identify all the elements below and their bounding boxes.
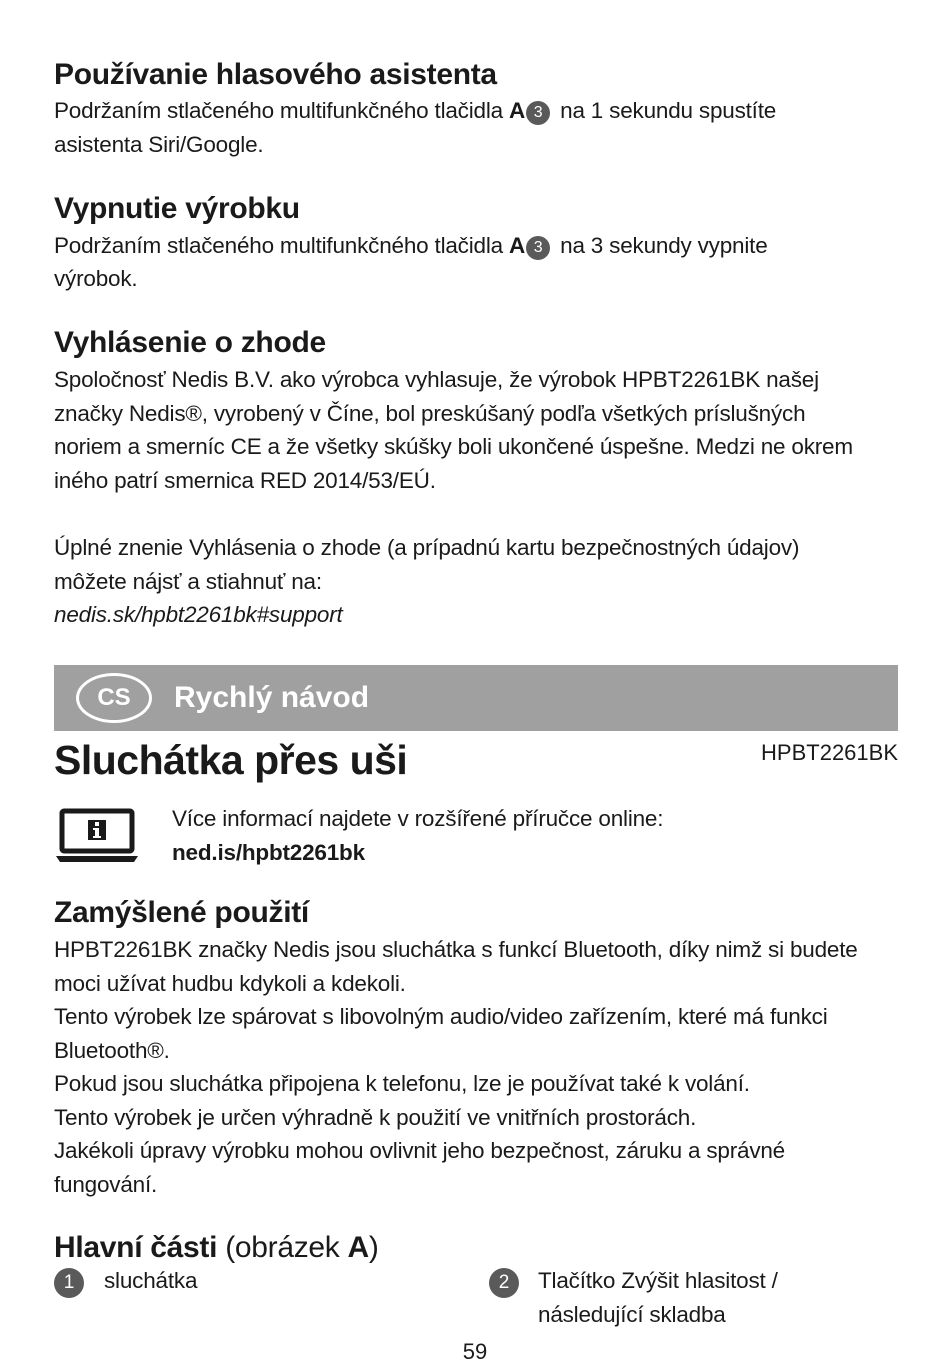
conformity-heading: Vyhlásenie o zhode [54,326,326,359]
part-label-line: následující skladba [538,1301,726,1327]
main-parts-heading-close: ) [368,1231,379,1264]
conformity-line: značky Nedis®, vyrobený v Číne, bol preskúšaný podľa všetkých príslušných [54,400,806,426]
intended-use-line: HPBT2261BK značky Nedis jsou sluchátka s funkcí Bluetooth, díky nimž si budete [54,937,858,962]
voice-assistant-text-line2: asistenta Siri/Google. [54,132,264,157]
intended-use-line: Tento výrobek lze spárovat s libovolným audio/video zařízením, které má funkci [54,1004,828,1029]
part-label [538,1264,778,1331]
voice-text-before: Podržaním stlačeného multifunkčného tlačidla [54,98,510,123]
intended-use-line: Jakékoli úpravy výrobku mohou ovlivnit jeho bezpečnost, záruku a správné [54,1138,786,1163]
voice-assistant-heading: Používanie hlasového asistenta [54,58,497,91]
online-manual-link[interactable]: ned.is/hpbt2261bk [172,839,365,865]
banner-title: Rychlý návod [174,681,370,714]
intended-use-line: fungování. [54,1171,158,1197]
part-number-badge: 1 [54,1268,84,1298]
support-link-text[interactable]: nedis.sk/hpbt2261bk#support [54,602,343,627]
number-badge: 3 [526,236,550,260]
full-declaration-line: Úplné znenie Vyhlásenia o zhode (a prípadnú kartu bezpečnostných údajov) [54,535,800,560]
number-badge: 3 [526,101,550,125]
voice-assistant-text [54,94,776,128]
conformity-line: noriem a smerníc CE a že všetky skúšky boli ukončené úspešne. Medzi ne okrem [54,434,853,459]
intended-use-paragraph [54,933,858,1201]
language-banner [54,665,898,731]
product-title: Sluchátka přes uši [54,737,408,783]
online-manual-text: Více informací najdete v rozšířené příručce online: [172,806,664,831]
main-parts-heading-bold: Hlavní části [54,1231,218,1264]
support-link[interactable] [54,598,799,632]
voice-text-after: na 1 sekundu spustíte [554,98,777,123]
intended-use-line: Pokud jsou sluchátka připojena k telefonu, lze je používat také k volání. [54,1071,750,1096]
online-manual-laptop-icon [54,808,140,864]
full-declaration-paragraph [54,531,799,632]
conformity-paragraph [54,363,853,497]
part-label: sluchátka [104,1268,198,1293]
figure-letter: A [509,98,526,123]
intended-use-line: moci užívat hudbu kdykoli a kdekoli. [54,970,406,996]
switch-off-text-line2: výrobok. [54,266,138,291]
switch-off-heading: Vypnutie výrobku [54,192,300,225]
part-label-line: Tlačítko Zvýšit hlasitost / [538,1268,778,1293]
figure-letter: A [347,1231,369,1264]
full-declaration-line: môžete nájsť a stiahnuť na: [54,568,322,594]
page-number: 59 [462,1339,488,1364]
intended-use-line: Tento výrobek je určen výhradně k použití ve vnitřních prostorách. [54,1104,697,1130]
figure-letter: A [509,233,526,258]
model-number: HPBT2261BK [761,740,898,765]
intended-use-line: Bluetooth®. [54,1037,170,1063]
language-code-badge: CS [76,673,152,723]
conformity-line: iného patrí smernica RED 2014/53/EÚ. [54,467,436,493]
main-parts-heading [54,1230,379,1266]
intended-use-heading: Zamýšlené použití [54,896,309,929]
off-text-before: Podržaním stlačeného multifunkčného tlačidla [54,233,510,258]
switch-off-text [54,229,768,263]
off-text-after: na 3 sekundy vypnite [554,233,768,258]
online-manual-info [172,802,663,869]
conformity-line: Spoločnosť Nedis B.V. ako výrobca vyhlasuje, že výrobok HPBT2261BK našej [54,367,819,392]
part-number-badge: 2 [489,1268,519,1298]
main-parts-heading-figure: (obrázek [217,1231,348,1264]
